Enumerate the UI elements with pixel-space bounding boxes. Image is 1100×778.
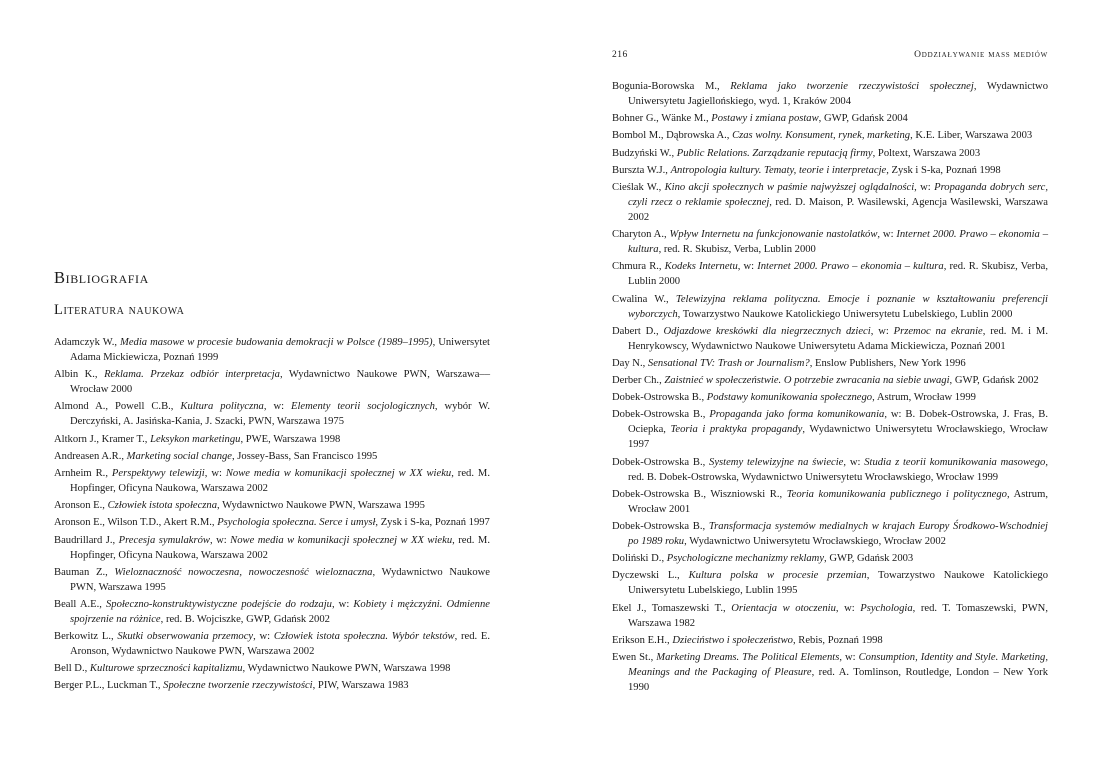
entry-text: Chmura R.,	[612, 261, 665, 273]
entry-title: Antropologia kultury. Tematy, teorie i interpretacje	[670, 164, 887, 176]
bibliography-entry	[612, 568, 1048, 598]
bibliography-entry	[612, 146, 1048, 161]
entry-title: Skutki obserwowania przemocy	[117, 631, 254, 643]
entry-title: Systemy telewizyjne na świecie	[709, 456, 844, 468]
entry-text: , red. M. i M. Henrykowscy, Wydawnictwo Naukowe Uniwersytetu Adama Mickiewicza, Poznań 2001	[628, 325, 1048, 352]
entry-text: Bogunia-Borowska M.,	[612, 81, 731, 92]
chapter-title: Bibliografia	[54, 268, 149, 287]
entry-text: , red. R. Skubisz, Verba, Lublin 2000	[628, 261, 1048, 288]
bibliography-entry	[612, 487, 1048, 517]
entry-text: , PIW, Warszawa 1983	[312, 680, 409, 692]
bibliography-entry	[54, 399, 490, 429]
bibliography-entry	[54, 498, 490, 513]
entry-text: Ewen St.,	[612, 651, 657, 663]
entry-title: Psychologia	[860, 602, 913, 614]
entry-text: , Jossey-Bass, San Francisco 1995	[232, 450, 378, 462]
entry-text: , Wydawnictwo Naukowe PWN, Warszawa 1998	[242, 663, 451, 675]
entry-text: , w:	[253, 631, 274, 643]
bibliography-entry	[612, 373, 1048, 388]
bibliography-entry	[612, 519, 1048, 549]
entry-text: , PWE, Warszawa 1998	[240, 433, 341, 445]
entry-text: , Zysk i S-ka, Poznań 1997	[375, 517, 490, 529]
entry-text: , K.E. Liber, Warszawa 2003	[910, 130, 1033, 142]
bibliography-entry	[612, 390, 1048, 405]
bibliography-list-right	[612, 79, 1048, 697]
entry-text: Arnheim R.,	[54, 467, 112, 479]
entry-text: Dobek-Ostrowska B.,	[612, 456, 710, 468]
entry-title: Reklama. Przekaz odbiór interpretacja	[104, 369, 280, 381]
bibliography-entry	[612, 407, 1048, 452]
bibliography-entry	[612, 259, 1048, 289]
bibliography-entry	[54, 565, 490, 595]
entry-text: Doliński D.,	[612, 553, 667, 565]
entry-title: Marketing social change	[126, 450, 232, 462]
entry-text: , w: B. Dobek-Ostrowska, J. Fras, B. Ociepka,	[628, 409, 1048, 436]
bibliography-entry	[54, 533, 490, 563]
entry-text: , wybór W. Derczyński, A. Jasińska-Kania, J. Szacki, PWN, Warszawa 1975	[70, 401, 490, 428]
entry-title: Transformacja systemów medialnych w krajach Europy Środkowo-Wschodniej po 1989 roku	[628, 521, 1048, 547]
entry-text: , w:	[835, 602, 861, 614]
entry-text: Budzyński W.,	[612, 147, 677, 159]
entry-text: , w:	[870, 325, 894, 337]
bibliography-entry	[612, 79, 1048, 109]
bibliography-entry	[54, 432, 490, 447]
entry-text: Cieślak W.,	[612, 181, 665, 193]
entry-text: , Poltext, Warszawa 2003	[872, 147, 981, 159]
bibliography-entry	[612, 551, 1048, 566]
entry-title: Telewizyjna reklama polityczna. Emocje i poznanie w kształtowaniu preferencji wyborczych	[628, 293, 1048, 320]
entry-title: Podstawy komunikowania społecznego	[706, 392, 873, 404]
entry-text: , Wydawnictwo Uniwersytetu Jagiellońskiego, wyd. 1, Kraków 2004	[628, 81, 1049, 107]
entry-title: Człowiek istota społeczna	[107, 500, 218, 512]
bibliography-entry	[54, 597, 490, 627]
entry-text: , red. E. Aronson, Wydawnictwo Naukowe PWN, Warszawa 2002	[70, 631, 490, 658]
entry-text: , Wydawnictwo Uniwersytetu Wrocławskiego, Wrocław 1997	[628, 424, 1048, 451]
bibliography-entry	[612, 111, 1048, 126]
entry-text: Day N.,	[612, 357, 648, 369]
entry-text: , Towarzystwo Naukowe Katolickiego Uniwersytetu Lubelskiego, Lublin 1995	[628, 570, 1048, 597]
entry-text: , Towarzystwo Naukowe Katolickiego Uniwersytetu Lubelskiego, Lublin 2000	[677, 308, 1013, 320]
entry-text: , red. T. Tomaszewski, PWN, Warszawa 1982	[628, 602, 1048, 629]
entry-text: Bell D.,	[54, 663, 90, 675]
entry-text: Baudrillard J.,	[54, 534, 119, 546]
page-number: 216	[612, 50, 628, 60]
bibliography-entry	[612, 324, 1048, 354]
entry-text: Burszta W.J.,	[612, 164, 671, 176]
entry-text: , red. M. Hopfinger, Oficyna Naukowa, Warszawa 2002	[70, 534, 490, 561]
entry-title: Elementy teorii socjologicznych	[290, 401, 435, 413]
entry-title: Public Relations. Zarządzanie reputacją firmy	[676, 147, 873, 159]
entry-text: , Wydawnictwo Naukowe PWN, Warszawa 1995	[217, 500, 425, 512]
entry-text: Berger P.L., Luckman T.,	[54, 680, 164, 692]
entry-title: Propaganda dobrych serc, czyli rzecz o reklamie społecznej	[628, 181, 1048, 208]
entry-text: , Wydawnictwo Uniwersytetu Wrocławskiego, Wrocław 2002	[684, 536, 946, 547]
entry-title: Kobiety i mężczyźni. Odmienne spojrzenie na różnice	[70, 598, 490, 625]
entry-title: Marketing Dreams. The Political Elements	[656, 651, 840, 663]
bibliography-entry	[612, 633, 1048, 648]
entry-title: Internet 2000. Prawo – ekonomia – kultura	[757, 261, 944, 273]
running-head	[612, 50, 1048, 64]
entry-text: , red. B. Dobek-Ostrowska, Wydawnictwo Uniwersytetu Wrocławskiego, Wrocław 1999	[628, 456, 1048, 483]
entry-text: Bohner G., Wänke M.,	[612, 113, 712, 125]
entry-text: Albin K.,	[54, 369, 105, 381]
entry-text: Andreasen A.R.,	[54, 450, 127, 462]
entry-text: Beall A.E.,	[54, 598, 106, 610]
entry-text: Almond A., Powell C.B.,	[54, 401, 181, 413]
entry-text: Adamczyk W.,	[54, 337, 121, 348]
entry-title: Nowe media w komunikacji społecznej w XX wieku	[230, 534, 453, 546]
entry-text: , red. D. Maison, P. Wasilewski, Agencja Wasilewski, Warszawa 2002	[628, 196, 1048, 223]
entry-text: Cwalina W.,	[612, 293, 676, 305]
bibliography-entry	[54, 629, 490, 659]
entry-title: Leksykon marketingu	[150, 433, 241, 445]
entry-title: Kino akcji społecznych w paśmie najwyższej oglądalności	[664, 181, 915, 193]
entry-title: Odjazdowe kreskówki dla niegrzecznych dzieci	[663, 325, 871, 337]
entry-title: Wieloznaczność nowoczesna, nowoczesność wieloznaczna	[114, 566, 373, 578]
entry-text: Erikson E.H.,	[612, 634, 673, 646]
bibliography-entry	[54, 661, 490, 676]
entry-text: , Enslow Publishers, New York 1996	[809, 357, 966, 369]
entry-text: , Zysk i S-ka, Poznań 1998	[886, 164, 1001, 176]
entry-title: Nowe media w komunikacji społecznej w XX wieku	[225, 467, 452, 479]
bibliography-entry	[54, 678, 490, 693]
entry-text: Dobek-Ostrowska B.,	[612, 521, 709, 532]
bibliography-entry	[54, 335, 490, 365]
entry-text: , GWP, Gdańsk 2004	[818, 113, 908, 125]
bibliography-entry	[612, 601, 1048, 631]
entry-text: , Uniwersytet Adama Mickiewicza, Poznań 1999	[70, 337, 490, 363]
entry-text: , w:	[839, 651, 859, 663]
entry-text: , Astrum, Wrocław 1999	[872, 392, 976, 404]
entry-text: , w:	[331, 598, 354, 610]
bibliography-entry	[612, 650, 1048, 695]
entry-title: Orientacja w otoczeniu	[731, 602, 836, 614]
entry-text: Dabert D.,	[612, 325, 664, 337]
entry-title: Kultura polska w procesie przemian	[688, 570, 867, 582]
entry-title: Wpływ Internetu na funkcjonowanie nastolatków	[669, 229, 878, 241]
entry-text: Charyton A.,	[612, 229, 670, 241]
entry-title: Propaganda jako forma komunikowania	[709, 409, 885, 421]
entry-title: Czas wolny. Konsument, rynek, marketing	[732, 130, 911, 142]
running-title: Oddziaływanie mass mediów	[914, 50, 1048, 60]
entry-text: Derber Ch.,	[612, 375, 665, 387]
entry-title: Przemoc na ekranie	[893, 325, 983, 337]
entry-text: Dobek-Ostrowska B.,	[612, 392, 707, 404]
entry-title: Psychologiczne mechanizmy reklamy	[666, 553, 825, 565]
entry-title: Reklama jako tworzenie rzeczywistości społecznej	[730, 81, 974, 92]
entry-title: Teoria komunikowania publicznego i politycznego	[786, 488, 1007, 500]
bibliography-entry	[612, 180, 1048, 225]
entry-text: Ekel J., Tomaszewski T.,	[612, 602, 732, 614]
entry-text: , GWP, Gdańsk 2002	[949, 375, 1039, 387]
entry-text: , w:	[877, 229, 897, 241]
entry-title: Kultura polityczna	[180, 401, 264, 413]
entry-text: , red. A. Tomlinson, Routledge, London – New York 1990	[628, 666, 1048, 693]
bibliography-entry	[612, 128, 1048, 143]
entry-title: Media masowe w procesie budowania demokracji w Polsce (1989–1995)	[120, 337, 433, 348]
entry-title: Psychologia społeczna. Serce i umysł	[217, 517, 376, 529]
entry-text: , w:	[914, 181, 935, 193]
bibliography-entry	[612, 356, 1048, 371]
entry-text: , w:	[263, 401, 291, 413]
bibliography-entry	[612, 455, 1048, 485]
entry-text: Dyczewski L.,	[612, 570, 689, 582]
entry-text: , red. B. Wojciszke, GWP, Gdańsk 2002	[160, 613, 330, 625]
entry-title: Kodeks Internetu	[664, 261, 738, 273]
entry-text: , red. M. Hopfinger, Oficyna Naukowa, Warszawa 2002	[70, 467, 490, 494]
entry-text: Bauman Z.,	[54, 566, 115, 578]
bibliography-list-left	[54, 335, 490, 696]
entry-title: Dzieciństwo i społeczeństwo	[672, 634, 793, 646]
entry-text: Bombol M., Dąbrowska A.,	[612, 130, 733, 142]
entry-text: Dobek-Ostrowska B.,	[612, 409, 710, 421]
entry-text: , w:	[843, 456, 865, 468]
bibliography-entry	[54, 449, 490, 464]
bibliography-entry	[54, 515, 490, 530]
entry-text: Aronson E.,	[54, 500, 108, 512]
bibliography-entry	[54, 367, 490, 397]
entry-title: Precesja symulakrów	[118, 534, 210, 546]
section-title: Literatura naukowa	[54, 302, 185, 318]
entry-title: Studia z teorii komunikowania masowego	[864, 456, 1046, 468]
bibliography-entry	[612, 292, 1048, 322]
entry-title: Perspektywy telewizji	[111, 467, 205, 479]
entry-text: Altkorn J., Kramer T.,	[54, 433, 151, 445]
entry-title: Internet 2000. Prawo – ekonomia – kultura	[628, 229, 1048, 256]
entry-text: , Astrum, Wrocław 2001	[628, 488, 1048, 515]
entry-title: Społeczne tworzenie rzeczywistości	[163, 680, 313, 692]
entry-title: Teoria i praktyka propagandy	[670, 424, 803, 436]
entry-title: Społeczno-konstruktywistyczne podejście do rodzaju	[105, 598, 332, 610]
bibliography-entry	[54, 466, 490, 496]
entry-title: Postawy i zmiana postaw	[711, 113, 819, 125]
entry-text: , GWP, Gdańsk 2003	[824, 553, 914, 565]
entry-title: Sensational TV: Trash or Journalism?	[647, 357, 810, 369]
entry-text: , w:	[204, 467, 226, 479]
entry-text: , w:	[209, 534, 231, 546]
entry-title: Człowiek istota społeczna. Wybór tekstów	[273, 631, 455, 643]
entry-text: , Wydawnictwo Naukowe PWN, Warszawa 1995	[70, 566, 490, 593]
entry-text: , w:	[737, 261, 758, 273]
entry-text: , Rebis, Poznań 1998	[792, 634, 883, 646]
entry-text: Dobek-Ostrowska B., Wiszniowski R.,	[612, 488, 787, 500]
entry-title: Consumption, Identity and Style. Marketing, Meanings and the Packaging of Pleasure	[628, 651, 1048, 678]
bibliography-entry	[612, 227, 1048, 257]
entry-text: , red. R. Skubisz, Verba, Lublin 2000	[658, 244, 816, 256]
entry-text: Aronson E., Wilson T.D., Akert R.M.,	[54, 517, 218, 529]
bibliography-entry	[612, 163, 1048, 178]
entry-text: , Wydawnictwo Naukowe PWN, Warszawa––Wrocław 2000	[70, 369, 491, 396]
entry-title: Zaistnieć w społeczeństwie. O potrzebie zwracania na siebie uwagi	[664, 375, 950, 387]
entry-title: Kulturowe sprzeczności kapitalizmu	[89, 663, 243, 675]
entry-text: Berkowitz L.,	[54, 631, 118, 643]
